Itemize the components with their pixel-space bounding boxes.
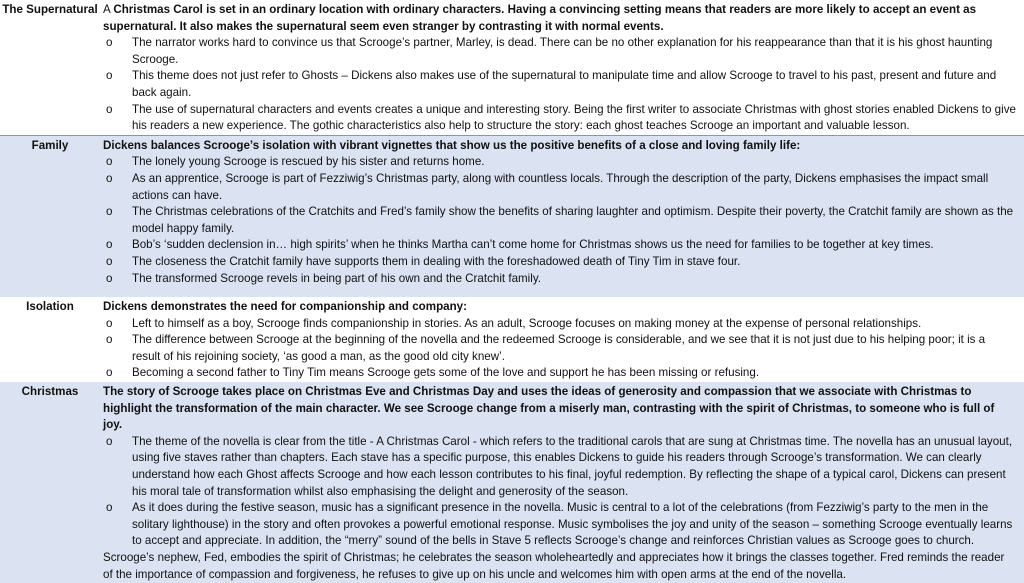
bullet-marker: o xyxy=(106,102,113,116)
list-item: o Left to himself as a boy, Scrooge finds companionship in stories. As an adult, Scrooge focuses on making money at the expense of personal relationships. xyxy=(103,316,1016,333)
theme-label: Isolation xyxy=(0,297,100,382)
list-item: o As it does during the festive season, music has a significant presence in the novella. Music is central to a lot of the celebrations (from Fezziwig’s party to the men in the solitary lighthouse) in the story and often provokes a powerful emotional response. Music symbolises the joy and unity of the season – something Scrooge eventually learns to accept and appreciate. In addition, the “merry” sound of the bells in Stave 5 reflects Scrooge’s change and reinforces Christian values as Scrooge goes to church. xyxy=(106,501,1013,548)
list-item: o The use of supernatural characters and events creates a unique and interesting story. Being the first writer to associate Christmas with ghost stories enabled Dickens to give his readers a new experience. The gothic characteristics also help to structure the story: each ghost teaches Scrooge an important and valuable lesson. xyxy=(106,102,1016,133)
theme-label: Family xyxy=(0,135,100,297)
theme-intro xyxy=(103,384,1016,434)
theme-intro xyxy=(103,138,1016,155)
theme-label: Christmas xyxy=(0,382,100,583)
theme-row-supernatural xyxy=(0,0,1024,135)
list-item: o The difference between Scrooge at the beginning of the novella and the redeemed Scrooge is considerable, and we see that it is not just due to his helping poor; it is a result of his rejoining society, ‘as good a man, as the good old city knew’. xyxy=(106,333,986,363)
theme-content xyxy=(100,382,1024,583)
intro-bold: Dickens demonstrates the need for companionship and company: xyxy=(103,300,467,314)
list-item: o The Christmas celebrations of the Cratchits and Fred’s family show the benefits of sharing laughter and optimism. Despite their poverty, the Cratchit family are shown as the model happy family. xyxy=(106,205,1014,235)
bullet-marker: o xyxy=(106,171,113,185)
intro-bold: Dickens balances Scrooge’s isolation with vibrant vignettes that show us the positive benefits of a close and loving family life: xyxy=(103,138,801,152)
list-item: o This theme does not just refer to Ghosts – Dickens also makes use of the supernatural to manipulate time and allow Scrooge to travel to his past, present and future and back again. xyxy=(106,69,997,99)
list-item: o Becoming a second father to Tiny Tim means Scrooge gets some of the love and support he has been missing or refusing. xyxy=(103,365,1016,382)
bullet-marker: o xyxy=(106,316,113,330)
bullet-marker: o xyxy=(106,501,113,515)
bullet-marker: o xyxy=(106,254,113,268)
theme-intro xyxy=(103,299,1016,316)
bullet-marker: o xyxy=(106,366,113,380)
bullet-marker: o xyxy=(106,69,113,83)
list-item: o The closeness the Cratchit family have supports them in dealing with the foreshadowed death of Tiny Tim in stave four. xyxy=(103,254,1016,271)
intro-bold: Christmas Carol is set in an ordinary location with ordinary characters. Having a convincing setting means that readers are more likely to accept an event as supernatural. It also makes the supernatural seem even stranger by contrasting it with normal events. xyxy=(103,3,977,33)
intro-bold: The story of Scrooge takes place on Christmas Eve and Christmas Day and uses the ideas of generosity and compassion that we associate with Christmas to highlight the transformation of the main character. We see Scrooge change from a miserly man, contrasting with the spirit of Christmas, to someone who is full of joy. xyxy=(103,385,995,432)
theme-row-family xyxy=(0,135,1024,297)
bullet-list xyxy=(103,316,1016,382)
theme-label: The Supernatural xyxy=(0,0,100,135)
bullet-marker: o xyxy=(106,434,113,448)
bullet-marker: o xyxy=(106,36,113,50)
list-item: o The lonely young Scrooge is rescued by his sister and returns home. xyxy=(103,154,1016,171)
list-item: o The narrator works hard to convince us that Scrooge’s partner, Marley, is dead. There can be no other explanation for his reappearance than that it is his ghost haunting Scrooge. xyxy=(106,36,993,66)
intro-lead: A xyxy=(103,3,114,16)
theme-content xyxy=(100,135,1024,297)
bullet-marker: o xyxy=(106,205,113,219)
theme-row-christmas xyxy=(0,382,1024,583)
bullet-list xyxy=(103,434,1016,550)
bullet-marker: o xyxy=(106,155,113,169)
theme-row-isolation xyxy=(0,297,1024,382)
bullet-list xyxy=(103,35,1016,135)
bullet-marker: o xyxy=(106,333,113,347)
bullet-list xyxy=(103,154,1016,287)
closing-paragraph: Scrooge’s nephew, Fed, embodies the spirit of Christmas; he celebrates the season wholeheartedly and appreciates how it brings the classes together. Fred reminds the reader of the importance of compassion and forgiveness, he refuses to give up on his uncle and welcomes him with open arms at the end of the novella. xyxy=(103,551,1005,581)
list-item: o Bob’s ‘sudden declension in… high spirits’ when he thinks Martha can’t come home for Christmas shows us the need for families to be together at key times. xyxy=(103,237,1016,254)
theme-content xyxy=(100,0,1024,135)
bullet-marker: o xyxy=(106,271,113,285)
list-item: o As an apprentice, Scrooge is part of Fezziwig’s Christmas party, along with countless locals. Through the description of the party, Dickens emphasises the impact small actions can have. xyxy=(106,171,989,202)
bullet-marker: o xyxy=(106,238,113,252)
theme-content xyxy=(100,297,1024,382)
list-item: o The transformed Scrooge revels in being part of his own and the Cratchit family. xyxy=(103,271,1016,288)
list-item: o The theme of the novella is clear from the title - A Christmas Carol - which refers to the traditional carols that are sung at Christmas time. The novella has an unusual layout, using five staves rather than chapters. Each stave has a specific purpose, this enables Dickens to guide his readers through Scrooge’s transformation. We can clearly understand how each Ghost affects Scrooge and how each lesson contributes to his final, joyful redemption. By reflecting the shape of a typical carol, Dickens can present his moral tale of transformation whilst also emphasising the delight and generosity of the season. xyxy=(106,434,1013,498)
theme-intro xyxy=(103,2,1016,35)
